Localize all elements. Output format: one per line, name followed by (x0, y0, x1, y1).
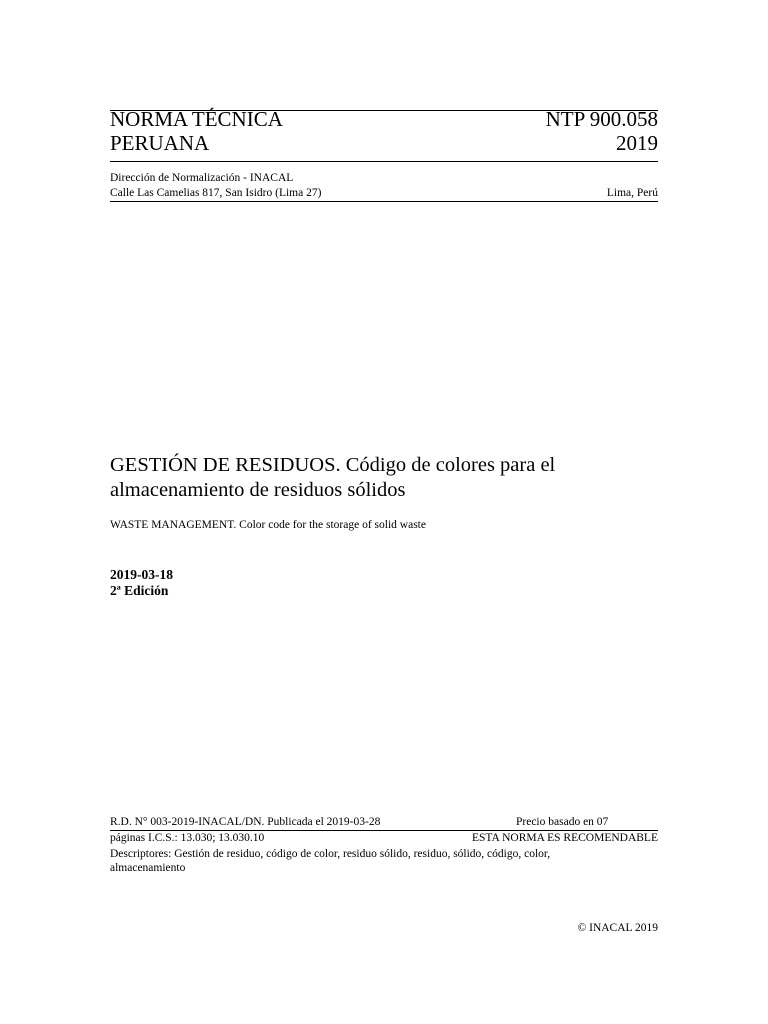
recommendation-text: ESTA NORMA ES RECOMENDABLE (472, 832, 658, 844)
header-mid-rule (110, 161, 658, 162)
address-label: Calle Las Camelias 817, San Isidro (Lima 27) (110, 187, 322, 199)
document-title-es-line1: GESTIÓN DE RESIDUOS. Código de colores para el (110, 454, 556, 476)
descriptors-line1: Descriptores: Gestión de residuo, código de color, residuo sólido, residuo, sólido, código, color, (110, 848, 551, 860)
city-label: Lima, Perú (606, 187, 658, 199)
standard-year: 2019 (616, 131, 658, 155)
peruana-label: PERUANA (110, 131, 210, 155)
pages-ics-text: páginas I.C.S.: 13.030; 13.030.10 (110, 832, 265, 844)
direction-label: Dirección de Normalización - INACAL (110, 172, 294, 184)
edition-date: 2019-03-18 (110, 567, 173, 582)
edition-number: 2ª Edición (110, 583, 169, 598)
header-bottom-rule (110, 201, 658, 202)
descriptors-line2: almacenamiento (110, 862, 186, 874)
standard-code: NTP 900.058 (545, 107, 658, 131)
document-title-en: WASTE MANAGEMENT. Color code for the storage of solid waste (110, 519, 426, 531)
document-title-es-line2: almacenamiento de residuos sólidos (110, 479, 406, 501)
norma-tecnica-label: NORMA TÉCNICA (110, 107, 283, 131)
copyright-text: © INACAL 2019 (577, 922, 658, 934)
price-text: Precio basado en 07 (516, 816, 609, 828)
resolution-text: R.D. N° 003-2019-INACAL/DN. Publicada el 2019-03-28 (110, 816, 381, 828)
